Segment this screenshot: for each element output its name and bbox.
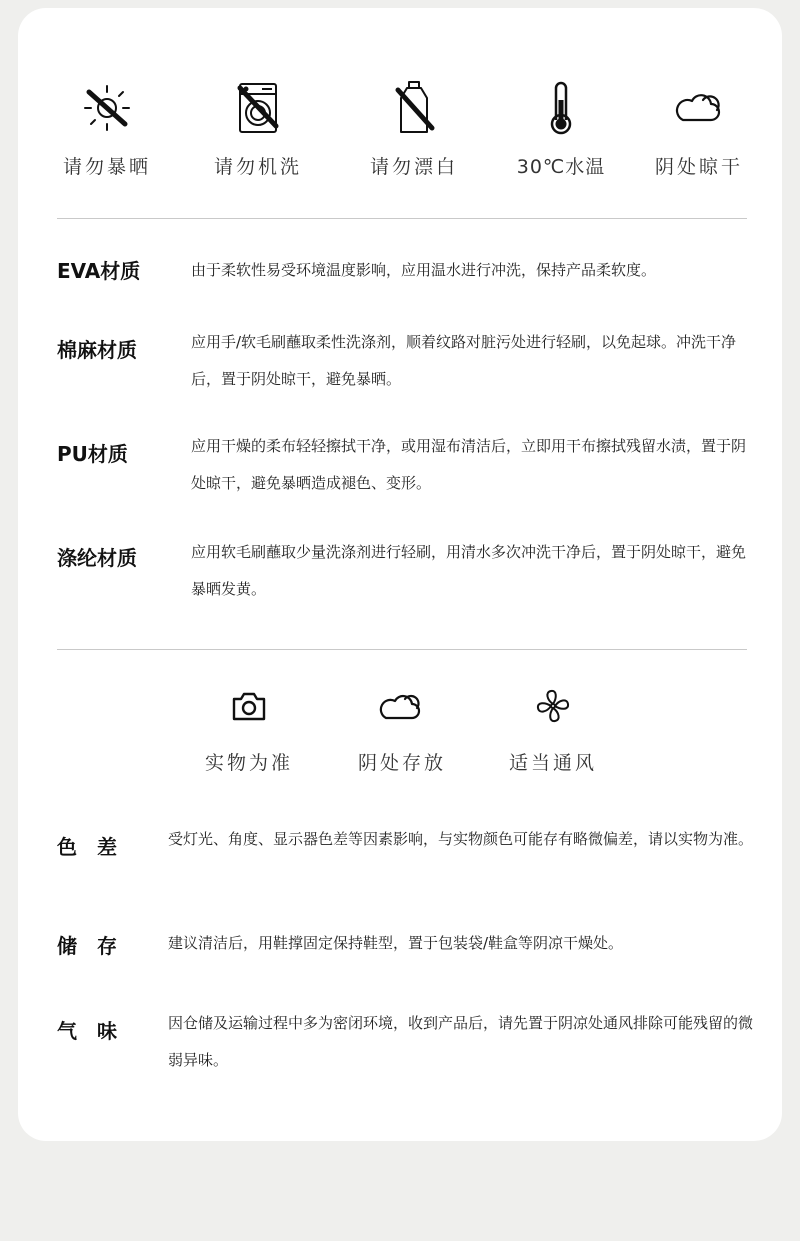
divider (57, 649, 747, 650)
material-title: 涤纶材质 (57, 546, 137, 570)
tip-item-real-product (179, 686, 319, 775)
no-sun-icon (42, 80, 172, 138)
tip-item-shade-storage (332, 686, 472, 775)
no-bleach-icon (349, 80, 479, 138)
care-item-no-machine-wash (193, 80, 323, 179)
material-desc: 由于柔软性易受环境温度影响，应用温水进行冲洗，保持产品柔软度。 (191, 261, 657, 279)
cloud-icon (332, 686, 472, 726)
tip-label: 适当通风 (508, 752, 597, 774)
no-machine-wash-icon (193, 80, 323, 138)
divider (57, 218, 747, 219)
care-instructions-card (18, 8, 782, 1141)
cloud-icon (634, 80, 764, 138)
care-item-water-temp (496, 80, 626, 179)
care-label: 请勿暴晒 (62, 156, 151, 178)
note-title: 储存 (57, 934, 137, 958)
care-label: 请勿机洗 (213, 156, 302, 178)
note-title: 色差 (57, 835, 137, 859)
material-desc: 应用软毛刷蘸取少量洗涤剂进行轻刷，用清水多次冲洗干净后，置于阴处晾干，避免暴晒发黄。 (191, 543, 747, 598)
material-desc: 应用手/软毛刷蘸取柔性洗涤剂，顺着纹路对脏污处进行轻刷，以免起球。冲洗干净后，置于阴处晾干，避免暴晒。 (191, 333, 737, 388)
fan-icon (483, 686, 623, 726)
care-item-no-sun (42, 80, 172, 179)
material-title: PU材质 (57, 442, 128, 466)
care-label: 30℃水温 (516, 156, 606, 178)
care-item-dry-in-shade (634, 80, 764, 179)
care-label: 请勿漂白 (369, 156, 458, 178)
care-icons-row (18, 80, 782, 200)
material-title: 棉麻材质 (57, 338, 137, 362)
note-desc: 受灯光、角度、显示器色差等因素影响，与实物颜色可能存有略微偏差，请以实物为准。 (168, 830, 754, 848)
tip-label: 阴处存放 (357, 752, 446, 774)
thermometer-icon (496, 80, 626, 138)
note-title: 气味 (57, 1019, 137, 1043)
care-item-no-bleach (349, 80, 479, 179)
material-title: EVA材质 (57, 259, 141, 283)
camera-icon (179, 686, 319, 726)
care-label: 阴处晾干 (654, 156, 743, 178)
note-desc: 因仓储及运输过程中多为密闭环境，收到产品后，请先置于阴凉处通风排除可能残留的微弱异味。 (168, 1014, 754, 1069)
tip-item-ventilate (483, 686, 623, 775)
material-desc: 应用干燥的柔布轻轻擦拭干净，或用湿布清洁后，立即用干布擦拭残留水渍，置于阴处晾干，避免暴晒造成褪色、变形。 (191, 437, 747, 492)
tip-label: 实物为准 (204, 752, 293, 774)
note-desc: 建议清洁后，用鞋撑固定保持鞋型，置于包装袋/鞋盒等阴凉干燥处。 (168, 934, 624, 952)
